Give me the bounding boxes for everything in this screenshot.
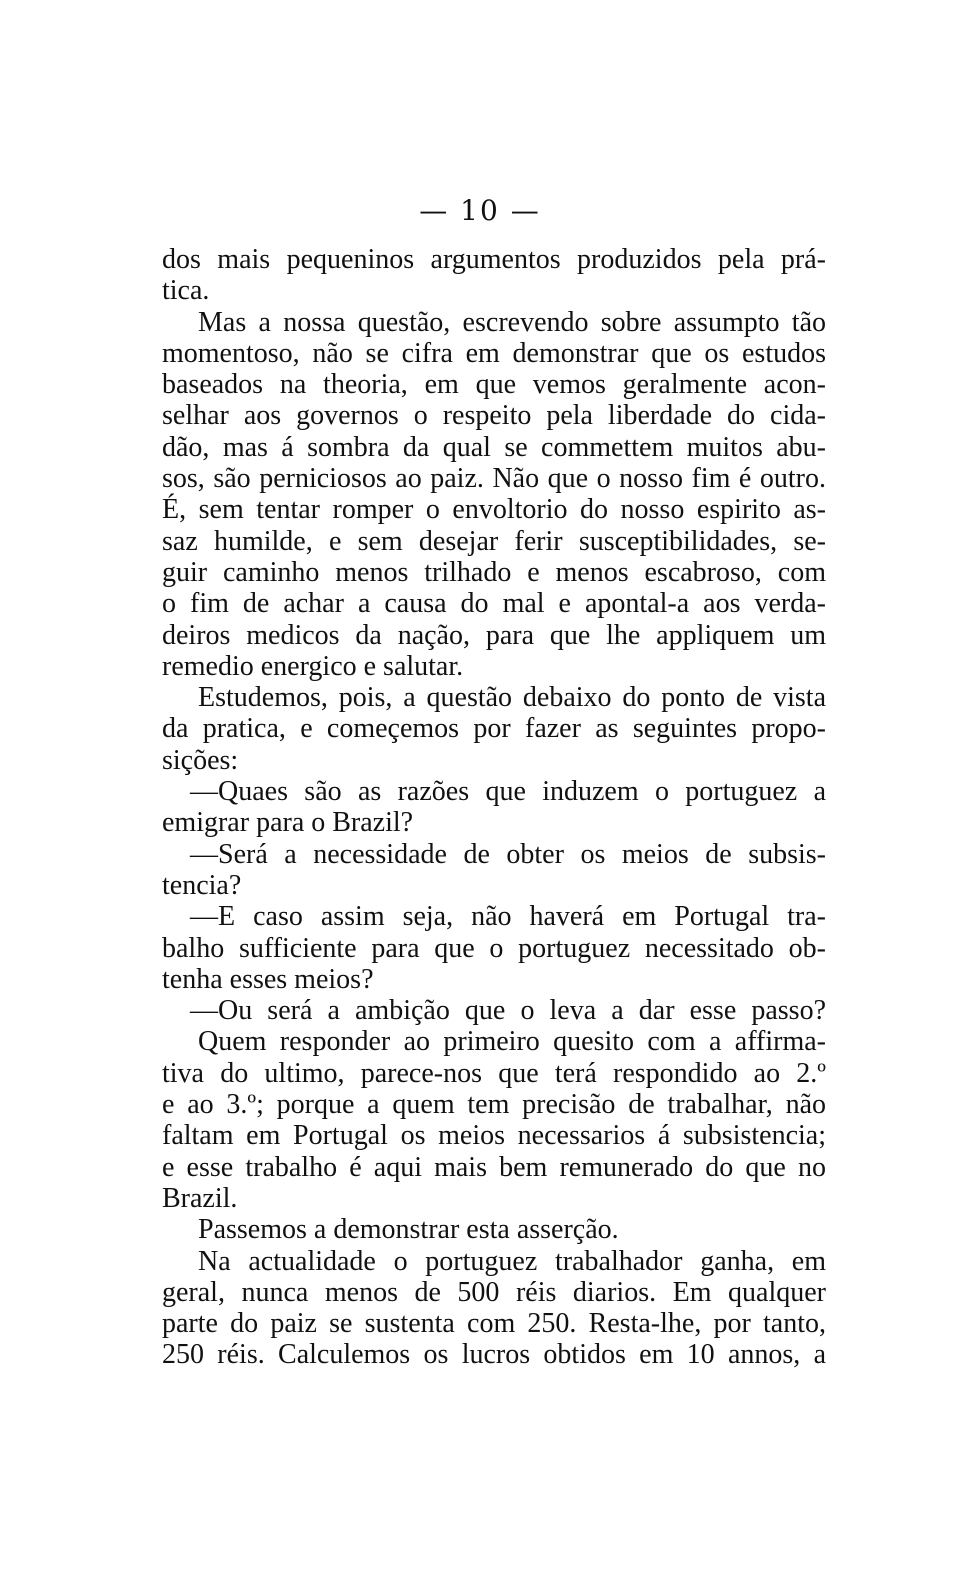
text-line: —E caso assim seja, não haverá em Portugal tra-	[190, 901, 826, 933]
text-line: —Será a necessidade de obter os meios de subsis-	[190, 838, 826, 870]
text-line: geral, nunca menos de 500 réis diarios. Em qualquer	[162, 1276, 826, 1308]
text-line: parte do paiz se sustenta com 250. Resta-lhe, por tanto,	[162, 1308, 826, 1340]
text-line: guir caminho menos trilhado e menos escabroso, com	[162, 556, 826, 588]
text-line: tica.	[162, 275, 210, 307]
text-line: momentoso, não se cifra em demonstrar que os estudos	[162, 337, 826, 369]
text-line: tencia?	[162, 869, 242, 901]
text-line: faltam em Portugal os meios necessarios á subsistencia;	[162, 1120, 826, 1152]
text-line: —Ou será a ambição que o leva a dar esse passo?	[190, 995, 826, 1027]
text-line: Passemos a demonstrar esta asserção.	[198, 1214, 619, 1246]
text-line: Brazil.	[162, 1182, 238, 1214]
text-line: Estudemos, pois, a questão debaixo do ponto de vista	[198, 682, 826, 714]
text-line: —Quaes são as razões que induzem o portuguez a	[190, 776, 826, 808]
text-line: Quem responder ao primeiro quesito com a affirma-	[198, 1026, 826, 1058]
text-line: É, sem tentar romper o envoltorio do nosso espirito as-	[162, 494, 826, 526]
text-line: emigrar para o Brazil?	[162, 807, 414, 839]
body-text	[162, 244, 826, 1371]
text-line: balho sufficiente para que o portuguez necessitado ob-	[162, 932, 826, 964]
text-line: dos mais pequeninos argumentos produzidos pela prá-	[162, 244, 826, 275]
text-line: Mas a nossa questão, escrevendo sobre assumpto tão	[198, 306, 826, 338]
text-line: deiros medicos da nação, para que lhe appliquem um	[162, 619, 826, 651]
text-line: saz humilde, e sem desejar ferir susceptibilidades, se-	[162, 525, 826, 557]
text-line: tiva do ultimo, parece-nos que terá respondido ao 2.º	[162, 1057, 826, 1089]
text-line: e esse trabalho é aqui mais bem remunerado do que no	[162, 1151, 826, 1183]
text-line: sições:	[162, 744, 239, 776]
text-line: baseados na theoria, em que vemos geralmente acon-	[162, 369, 826, 401]
text-line: da pratica, e começemos por fazer as seguintes propo-	[162, 713, 826, 745]
text-line: Na actualidade o portuguez trabalhador ganha, em	[198, 1245, 826, 1277]
text-line: tenha esses meios?	[162, 963, 374, 995]
text-line: selhar aos governos o respeito pela liberdade do cida-	[162, 400, 826, 432]
text-line: dão, mas á sombra da qual se commettem muitos abu-	[162, 431, 826, 463]
text-line: e ao 3.º; porque a quem tem precisão de trabalhar, não	[162, 1089, 826, 1121]
page-number: — 10 —	[419, 194, 541, 227]
text-line: sos, são perniciosos ao paiz. Não que o nosso fim é outro.	[162, 463, 826, 495]
text-line: remedio energico e salutar.	[162, 650, 464, 682]
text-line: o fim de achar a causa do mal e apontal-a aos verda-	[162, 588, 826, 620]
text-line: 250 réis. Calculemos os lucros obtidos em 10 annos, a	[162, 1339, 826, 1371]
